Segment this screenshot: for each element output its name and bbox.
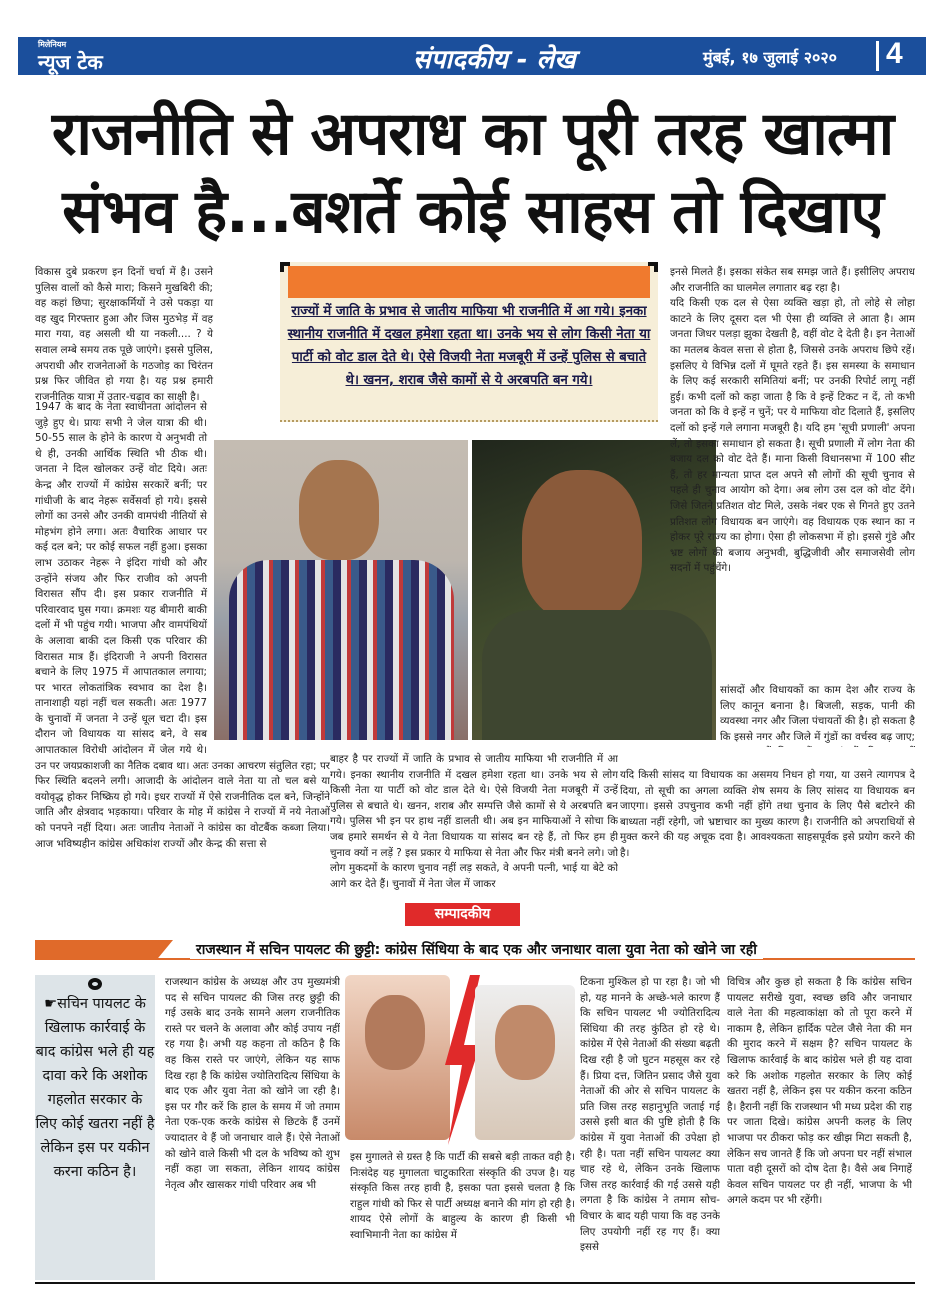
photo-pilot-gehlot — [345, 975, 575, 1145]
paragraph: विकास दुबे प्रकरण इन दिनों चर्चा में है। उसने पुलिस वालों को कैसे मारा; किसने मुखबिरी की; वह कहां छिपा; सुरक्षाकर्मियों ने उसे पकड़ा या वह खुद गिरफ्तार हुआ और जिस मुठभेड़ में वह मारा गया, वह असली थी या नकली.... ? ये सवाल लम्बे समय तक पूछे जाएंगे। इससे पुलिस, अपराधी और राजनेताओं के गठजोड़ का चिरंतन प्रश्न फिर जीवित हो गया है। यह प्रश्न हमारी राजनीतिक यात्रा में उतार-चढ़ाव का साक्षी है। — [35, 266, 213, 403]
corner-mark — [280, 262, 290, 272]
face — [495, 1005, 555, 1080]
issue-date: मुंबई, १७ जुलाई २०२० — [703, 48, 837, 67]
article2-header — [35, 940, 915, 960]
face — [299, 460, 379, 560]
shirt — [229, 560, 454, 740]
paragraph: विचित्र और कुछ हो सकता है कि कांग्रेस सचिन पायलट सरीखे युवा, स्वच्छ छवि और जनाधार वाले नेता की महत्वाकांक्षा को तो पूरा करने में नाकाम है, लेकिन हार्दिक पटेल जैसे नेता की मन की मुराद करने में सक्षम है? सचिन पायलट के खिलाफ कार्रवाई के बाद कांग्रेस भले ही यह दावा करे कि अशोक गहलोत सरकार के लिए कोई खतरा नहीं है, लेकिन इस पर यकीन करना कठिन है। हैरानी नहीं कि राजस्थान भी मध्य प्रदेश की राह पर जाता दिखे। कांग्रेस अपनी कलह के लिए भाजपा पर ठीकरा फोड़ कर खीझ मिटा सकती है, लेकिन सच जानते हैं कि जो अपना घर नहीं संभाल पाता वही दूसरों को दोष देता है। वैसे अब निगाहें केवल सचिन पायलट पर ही नहीं, भाजपा के भी अगले कदम पर भी रहेंगी। — [727, 976, 912, 1207]
pointing-hand-icon: ☛ — [44, 996, 58, 1012]
paragraph: यदि किसी एक दल से ऐसा व्यक्ति खड़ा हो, तो लोहे से लोहा काटने के लिए दूसरा दल भी ऐसा ही व्यक्ति ले आता है। आम जनता जिधर पलड़ा झुका देखती है, वहीं वोट दे देती है। इन नेताओं का मतलब केवल सत्ता से होता है, जिससे उनके अपराध छिपे रहें। इसलिए ये विभिन्न दलों में घूमते रहते हैं। इस समस्या के समाधान के लिए कई सरकारी समितियां बनीं; पर उनकी रिपोर्ट लागू नहीं हुई। कभी दलों को कहा जाता है कि वे इन्हें टिकट न दें, तो कभी जनता को कि वे इन्हें न चुनें; पर ये माफिया वोट दिलाते हैं, इसलिए दलों को इन्हें गले लगाना मजबूरी है। यदि हम 'सूची प्रणाली' अपना लें, तो इसका समाधान हो सकता है। सूची प्रणाली में लोग नेता की बजाय दल को वोट देते हैं। माना किसी विधानसभा में 100 सीट हैं, तो हर मान्यता प्राप्त दल अपने सौ लोगों की सूची चुनाव से पहले ही चुनाव आयोग को देगा। अब लोग उस दल को वोट देंगे। जिसे जितने प्रतिशत वोट मिले, उसके नंबर एक से गिनते हुए उतने प्रतिशत लोग विधायक बन जाएंगे। वह विधायक एक स्थान का न होकर पूरे राज्य का होगा। ऐसा ही लोकसभा में हो। इससे गुंडे और भ्रष्ट लोगों की बजाय अनुभवी, बुद्धिजीवी और समाजसेवी लोग सदनों में पहुंचेंगे। — [670, 297, 915, 575]
paragraph: टिकना मुश्किल हो पा रहा है। जो भी हो, यह मानने के अच्छे-भले कारण हैं कि सचिन पायलट भी ज्योतिरादित्य सिंधिया की तरह कुंठित हो रहे थे। कांग्रेस में ऐसे नेताओं की संख्या बढ़ती दिख रही है जो घुटन महसूस कर रहे हैं। प्रिया दत्त, जितिन प्रसाद जैसे युवा नेताओं की ओर से सचिन पायलट के प्रति जिस तरह सहानुभूति जताई गई उससे इसी बात की पुष्टि होती है कि कांग्रेस में युवा नेताओं की उपेक्षा हो रही है। पता नहीं सचिन पायलट क्या चाह रहे थे, लेकिन उनके खिलाफ जिस तरह कार्रवाई की गई उससे यही लगता है कि कांग्रेस ने तमाम सोच-विचार के बाद यही पाया कि वह उनके लिए उपयोगी नहीं रह गए हैं। क्या इससे — [580, 976, 720, 1254]
article2-column-4 — [727, 975, 912, 1275]
paragraph: सांसदों और विधायकों का काम देश और राज्य के लिए कानून बनाना है। बिजली, सड़क, पानी की व्यवस्था नगर और जिला पंचायतों की है। हो सकता है कि इससे नगर और जिले में गुंडों का वर्चस्व बढ़ जाए; — [720, 684, 915, 743]
sidebar-quote-text: सचिन पायलट के खिलाफ कार्रवाई के बाद कांग्रेस भले ही यह दावा करे कि अशोक गहलोत सरकार के लिए कोई खतरा नहीं है लेकिन इस पर यकीन करना कठिन है। — [35, 996, 155, 1180]
article2-column-3 — [580, 975, 720, 1275]
paragraph: यदि किसी सांसद या विधायक का असमय निधन हो गया, या उसने त्यागपत्र दे दिया, तो सूची का अगला व्यक्ति शेष समय के लिए सांसद या विधायक बन जाएगा। इससे उपचुनाव कभी नहीं होंगे तथा चुनाव के लिए पैसे बटोरने की बाध्यता नहीं रहेगी, जो भ्रष्टाचार का मुख्य कारण है। राजनीति को अपराधियों से मुक्त करने की यह अचूक दवा है। आवश्यकता साहसपूर्वक इसे प्रयोग करने की है। — [620, 769, 915, 859]
paragraph: इस मुगालते से ग्रस्त है कि पार्टी की सबसे बड़ी ताकत वही है। निःसंदेह यह मुगालता चाटुकारिता संस्कृति की उपज है। यह संस्कृति किस तरह हावी है, इसका पता इससे चलता है कि राहुल गांधी को फिर से पार्टी अध्यक्ष बनाने की मांग हो रही है। शायद ऐसे लोगों के बाहुल्य के कारण ही किसी भी स्वाभिमानी नेता का कांग्रेस में — [350, 1151, 575, 1241]
paragraph: इनसे मिलते हैं। इसका संकेत सब समझ जाते हैं। इसीलिए अपराध और राजनीति का घालमेल लगातार बढ़ रहा है। — [670, 266, 915, 294]
article-column-right-bottom — [620, 768, 915, 898]
accent-block — [35, 940, 173, 960]
bottom-rule — [35, 1282, 915, 1284]
article2-column-2 — [350, 1150, 575, 1278]
article-column-right-mid — [720, 683, 915, 747]
paragraph: 1947 के बाद के नेता स्वाधीनता आंदोलन से जुड़े हुए थे। प्रायः सभी ने जेल यात्रा की थी। 50-55 साल के होने के कारण ये अनुभवी तो थे ही, उनकी आर्थिक स्थिति भी ठीक थी। जनता ने दिल खोलकर उन्हें वोट दिये। अतः केन्द्र और राज्यों में कांग्रेस सरकारें बनीं; पर गांधीजी के बाद नेहरू सर्वेसर्वा हो गये। इससे लोगों का उनसे और उनकी वामपंथी नीतियों से मोहभंग होने लगा। अतः वैचारिक आधार पर कई दल बने; पर कोई सफल नहीं हुआ। इसका लाभ उठाकर नेहरू ने इंदिरा गांधी को और उन्होंने संजय और फिर राजीव को अपनी विरासत सौंप दी। इस प्रकार राजनीति में परिवारवाद घुस गया। क्रमशः यह बीमारी बाकी दलों में भी पहुंच गयी। भाजपा और वामपंथियों के अलावा बाकी दल किसी एक परिवार की विरासत मात्र हैं। इंदिराजी ने अपनी विरासत बचाने के लिए 1975 में आपातकाल लगाया; पर भारत लोकतांत्रिक स्वभाव का देश है। तानाशाही यहां नहीं चल सकती। अतः 1977 के चुनावों में जनता ने उन्हें धूल चटा दी। इस दौरान जो विधायक या सांसद बने, वे सब आपातकाल विरोधी आंदोलन में जेल गये थे। उन पर जयप्रकाशजी का नैतिक दबाव था। अतः उनका आचरण संतुलित रहा; पर फिर स्थिति बदलने लगी। आजादी के आंदोलन वाले नेता या तो चल बसे या वयोवृद्ध होकर निष्क्रिय हो गये। इधर राज्यों में ऐसे राजनीतिक दल बने, जिन्होंने जाति और क्षेत्रवाद भड़काया। परिवार के मोह में कांग्रेस ने राज्यों में नये नेताओं को पनपने नहीं दिया। अतः जातीय नेताओं ने कांग्रेस का वोटबैंक कब्जा लिया। आज भविष्यहीन कांग्रेस अधिकांश राज्यों और केन्द्र की सत्ता से — [35, 401, 330, 850]
divider — [876, 41, 879, 71]
article2-column-1 — [165, 975, 340, 1275]
pullquote-text: राज्यों में जाति के प्रभाव से जातीय माफिया भी राजनीति में आ गये। इनका स्थानीय राजनीति में दखल हमेशा रहता था। उनके भय से लोग किसी नेता या पार्टी को वोट डाल देते थे। ऐसे विजयी नेता मजबूरी में उन्हें पुलिस से बचाते थे। खनन, शराब जैसे कामों से ये अरबपति बन गये। — [287, 304, 651, 388]
article-column-right — [670, 265, 915, 745]
sidebar-quote — [35, 975, 155, 1280]
corner-mark — [648, 262, 658, 272]
ring-icon — [88, 978, 102, 990]
photo-vikas-dubey-checked-shirt — [214, 440, 468, 740]
pullquote-accent-bar — [288, 266, 650, 298]
brand-name: न्यूज टेक — [38, 50, 103, 74]
face — [522, 470, 642, 620]
section-title: संपादकीय - लेख — [413, 45, 576, 75]
brand-tagline: मिलेनियम — [38, 40, 67, 49]
face — [365, 995, 425, 1070]
section-tag: सम्पादकीय — [405, 903, 520, 926]
article-column-left-top — [35, 265, 213, 405]
article-column-center — [330, 752, 618, 900]
headline-line-2: संभव है...बशर्ते कोई साहस तो दिखाए — [62, 177, 883, 247]
headline-line-1: राजनीति से अपराध का पूरी तरह खात्मा — [51, 99, 894, 169]
paragraph: बाहर है पर राज्यों में जाति के प्रभाव से जातीय माफिया भी राजनीति में आ गये। इनका स्थानीय राजनीति में दखल हमेशा रहता था। उनके भय से लोग किसी नेता या पार्टी को वोट डाल देते थे। ऐसे विजयी नेता मजबूरी में उन्हें पुलिस से बचाते थे। खनन, शराब और सम्पत्ति जैसे कामों से ये अरबपति बन गये। पुलिस भी इन पर हाथ नहीं डालती थी। अब इन माफियाओं ने सोचा कि जब हमारे समर्थन से ये नेता विधायक या सांसद बन रहे हैं, तो फिर हम ही चुनाव क्यों न लड़ें ? इस प्रकार ये माफिया से नेता और फिर मंत्री बनने लगे। जो लोग मुकदमों के कारण चुनाव नहीं लड़ सकते, वे अपनी पत्नी, भाई या बेटे को आगे कर देते हैं। चुनावों में नेता जेल में जाकर — [330, 753, 618, 890]
article2-title: राजस्थान में सचिन पायलट की छुट्टी: कांग्रेस सिंधिया के बाद एक और जनाधार वाला युवा नेता को खोने जा रही — [190, 940, 763, 959]
page-number: 4 — [886, 37, 903, 70]
masthead — [18, 37, 926, 75]
pullquote-box — [280, 262, 658, 422]
paragraph: राजस्थान कांग्रेस के अध्यक्ष और उप मुख्यमंत्री पद से सचिन पायलट की जिस तरह छुट्टी की गई उसके बाद उनके सामने अलग राजनीतिक रास्ते पर चलने के अलावा और कोई उपाय नहीं रह गया है। अभी यह कहना तो कठिन है कि वह किस रास्ते पर जाएंगे, लेकिन यह साफ दिख रहा है कि कांग्रेस ज्योतिरादित्य सिंधिया के बाद एक और युवा नेता को खोने जा रही है। इस पर गौर करें कि हाल के समय में जो तमाम नेता एक-एक करके कांग्रेस से छिटके हैं उनमें ज्यादातर वे हैं जो जनाधार वाले हैं। ऐसे नेताओं को खोने वाले किसी भी दल के भविष्य को शुभ नहीं कहा जा सकता, लेकिन शायद कांग्रेस नेतृत्व और खासकर गांधी परिवार अब भी — [165, 976, 340, 1191]
